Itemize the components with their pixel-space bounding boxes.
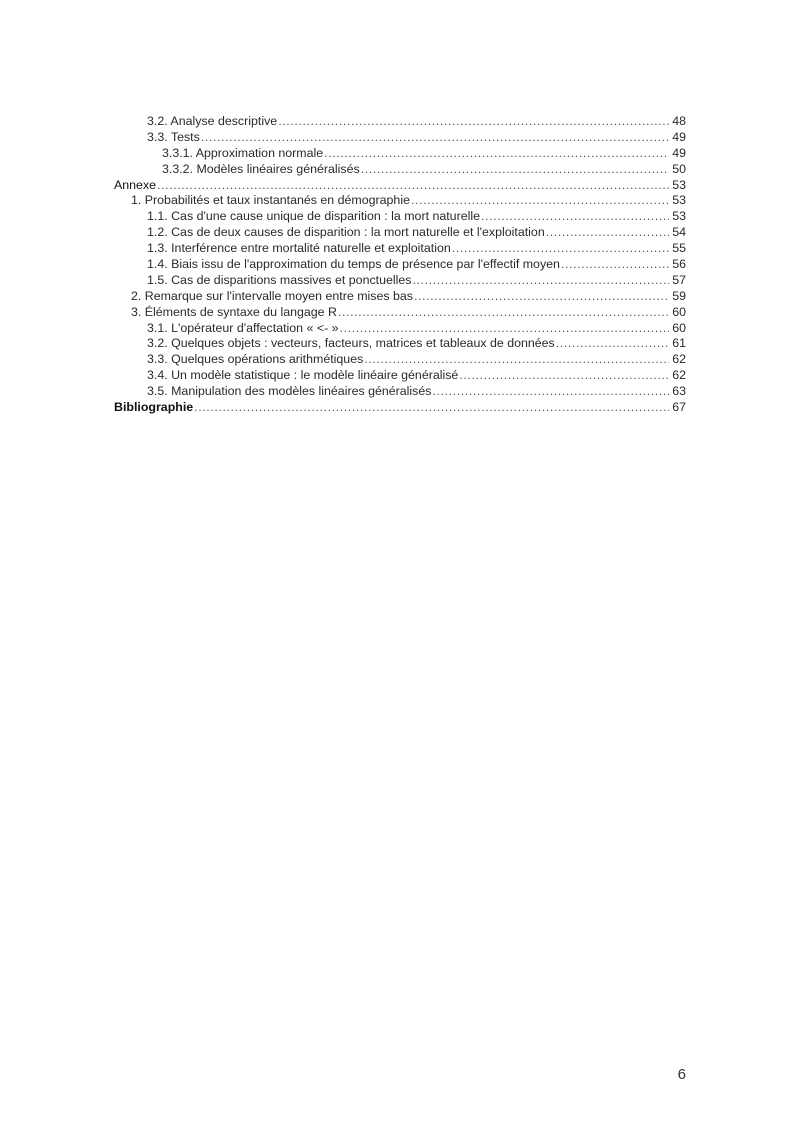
toc-entry[interactable] [114, 368, 686, 384]
toc-entry[interactable] [114, 336, 686, 352]
toc-entry[interactable] [114, 257, 686, 273]
toc-leader-dots [432, 384, 669, 400]
toc-entry-page: 48 [672, 114, 686, 128]
toc-entry[interactable] [114, 162, 686, 178]
toc-entry-title: Annexe [114, 177, 157, 192]
toc-entry[interactable] [114, 193, 686, 209]
toc-entry-title: 3.1. L'opérateur d'affectation « <- » [147, 320, 339, 335]
toc-entry-title: 3.2. Analyse descriptive [147, 114, 278, 128]
toc-entry[interactable] [114, 352, 686, 368]
toc-entry-page: 53 [672, 177, 686, 192]
toc-leader-dots [364, 352, 669, 368]
toc-leader-dots [157, 178, 669, 194]
toc-entry-page: 54 [672, 225, 686, 240]
toc-leader-dots [556, 336, 669, 352]
toc-leader-dots [194, 400, 669, 416]
toc-leader-dots [561, 257, 669, 273]
toc-entry[interactable] [114, 146, 686, 162]
toc-entry-page: 62 [672, 352, 686, 367]
toc-entry-title: 3.2. Quelques objets : vecteurs, facteurs, matrices et tableaux de données [147, 336, 555, 351]
toc-leader-dots [340, 321, 669, 337]
toc-entry-title: 2. Remarque sur l'intervalle moyen entre mises bas [131, 288, 413, 303]
toc-leader-dots [412, 273, 669, 289]
toc-entry-page: 55 [672, 241, 686, 256]
toc-entry-title: Bibliographie [114, 400, 194, 415]
toc-entry-page: 62 [672, 368, 686, 383]
toc-entry-page: 49 [672, 129, 686, 144]
toc-entry[interactable] [114, 114, 686, 130]
toc-entry[interactable] [114, 384, 686, 400]
toc-leader-dots [278, 114, 669, 130]
toc-leader-dots [324, 146, 669, 162]
toc-entry[interactable] [114, 225, 686, 241]
toc-entry-title: 3.3. Tests [147, 129, 200, 144]
toc-leader-dots [452, 241, 669, 257]
toc-entry[interactable] [114, 130, 686, 146]
toc-entry[interactable] [114, 273, 686, 289]
toc-entry[interactable] [114, 321, 686, 337]
toc-entry-title: 3.3.1. Approximation normale [162, 145, 324, 160]
toc-leader-dots [201, 130, 669, 146]
toc-leader-dots [361, 162, 669, 178]
toc-entry-page: 60 [672, 304, 686, 319]
toc-entry-title: 1.5. Cas de disparitions massives et ponctuelles [147, 272, 412, 287]
toc-entry-page: 63 [672, 384, 686, 399]
page-number: 6 [677, 1066, 686, 1083]
toc-entry-title: 1.4. Biais issu de l'approximation du temps de présence par l'effectif moyen [147, 257, 560, 272]
toc-entry[interactable] [114, 209, 686, 225]
toc-entry-page: 61 [672, 336, 686, 351]
toc-entry-page: 56 [672, 257, 686, 272]
toc-entry-page: 57 [672, 272, 686, 287]
toc-entry-page: 60 [672, 320, 686, 335]
toc-entry-page: 53 [672, 193, 686, 208]
toc-leader-dots [481, 209, 669, 225]
toc-entry-title: 3.4. Un modèle statistique : le modèle linéaire généralisé [147, 368, 459, 383]
toc-entry[interactable] [114, 289, 686, 305]
toc-entry-page: 50 [672, 161, 686, 176]
toc-entry-page: 49 [672, 145, 686, 160]
toc-entry-title: 3. Éléments de syntaxe du langage R [131, 304, 337, 319]
toc-entry[interactable] [114, 241, 686, 257]
toc-entry[interactable] [114, 305, 686, 321]
toc-leader-dots [414, 289, 669, 305]
toc-section-annexe[interactable] [114, 178, 686, 194]
toc-entry-title: 1.2. Cas de deux causes de disparition : la mort naturelle et l'exploitation [147, 225, 545, 240]
toc-leader-dots [546, 225, 669, 241]
toc-entry-title: 1. Probabilités et taux instantanés en démographie [131, 193, 410, 208]
toc-leader-dots [411, 193, 669, 209]
toc-entry-title: 3.3. Quelques opérations arithmétiques [147, 352, 364, 367]
toc-entry-title: 1.1. Cas d'une cause unique de disparition : la mort naturelle [147, 209, 480, 224]
toc-section-bibliographie[interactable] [114, 400, 686, 416]
toc-entry-page: 67 [672, 400, 686, 415]
toc-leader-dots [338, 305, 669, 321]
toc-entry-title: 3.5. Manipulation des modèles linéaires généralisés [147, 384, 432, 399]
toc-entry-title: 1.3. Interférence entre mortalité naturelle et exploitation [147, 241, 451, 256]
toc-leader-dots [459, 368, 669, 384]
toc-entry-title: 3.3.2. Modèles linéaires généralisés [162, 161, 360, 176]
table-of-contents [114, 114, 686, 416]
toc-entry-page: 53 [672, 209, 686, 224]
toc-entry-page: 59 [672, 288, 686, 303]
